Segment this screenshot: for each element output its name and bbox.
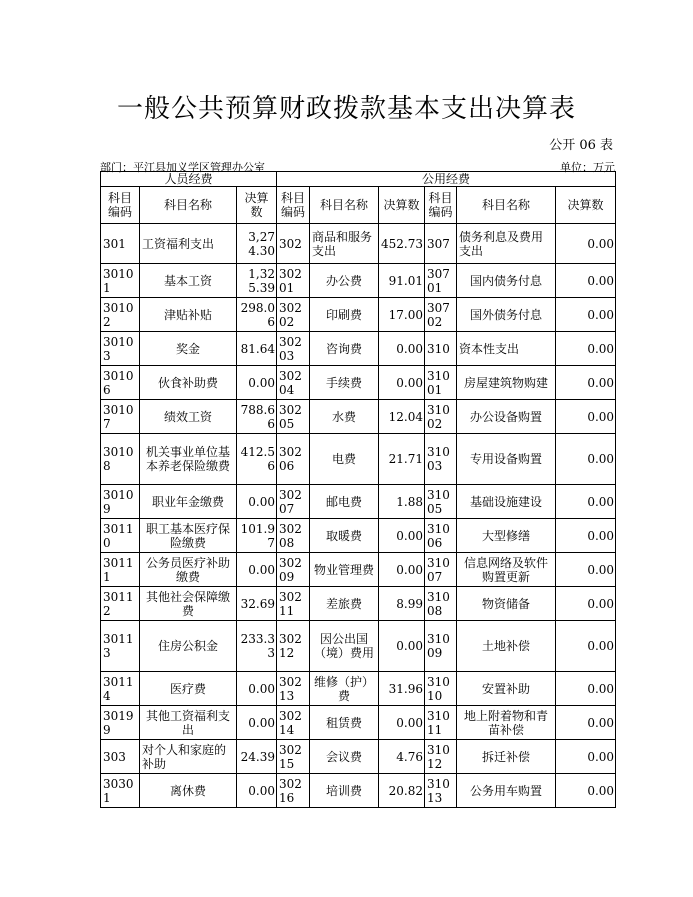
column-header-amount: 决算数 <box>379 187 425 224</box>
row-amount-goods: 4.76 <box>379 740 425 774</box>
row-name-capital: 专用设备购置 <box>457 434 556 485</box>
row-amount-personnel: 81.64 <box>237 332 277 366</box>
row-name-capital: 债务利息及费用支出 <box>457 224 556 264</box>
row-amount-capital: 0.00 <box>556 224 616 264</box>
row-amount-goods: 1.88 <box>379 485 425 519</box>
row-amount-personnel: 412.56 <box>237 434 277 485</box>
row-amount-personnel: 32.69 <box>237 587 277 621</box>
row-amount-capital: 0.00 <box>556 553 616 587</box>
row-code-personnel: 30107 <box>101 400 140 434</box>
row-name-goods: 培训费 <box>310 774 379 808</box>
row-code-goods: 30216 <box>277 774 310 808</box>
column-header-code: 科目编码 <box>277 187 310 224</box>
row-name-goods: 印刷费 <box>310 298 379 332</box>
row-code-personnel: 30102 <box>101 298 140 332</box>
row-code-capital: 31013 <box>425 774 457 808</box>
row-code-capital: 30702 <box>425 298 457 332</box>
row-code-personnel: 303 <box>101 740 140 774</box>
row-code-personnel: 30114 <box>101 672 140 706</box>
table-row <box>101 332 616 366</box>
row-code-capital: 307 <box>425 224 457 264</box>
column-header-amount: 决算数 <box>556 187 616 224</box>
column-header-name: 科目名称 <box>310 187 379 224</box>
table-row <box>101 400 616 434</box>
row-name-capital: 资本性支出 <box>457 332 556 366</box>
table-row <box>101 621 616 672</box>
row-name-personnel: 住房公积金 <box>140 621 237 672</box>
row-amount-personnel: 3,274.30 <box>237 224 277 264</box>
row-amount-personnel: 298.06 <box>237 298 277 332</box>
row-name-goods: 咨询费 <box>310 332 379 366</box>
row-code-personnel: 30113 <box>101 621 140 672</box>
row-amount-capital: 0.00 <box>556 400 616 434</box>
row-amount-personnel: 788.66 <box>237 400 277 434</box>
row-name-capital: 拆迁补偿 <box>457 740 556 774</box>
row-amount-goods: 0.00 <box>379 366 425 400</box>
row-amount-capital: 0.00 <box>556 519 616 553</box>
row-name-personnel: 职业年金缴费 <box>140 485 237 519</box>
row-amount-goods: 17.00 <box>379 298 425 332</box>
row-name-capital: 地上附着物和青苗补偿 <box>457 706 556 740</box>
table-row <box>101 774 616 808</box>
table-row <box>101 740 616 774</box>
row-name-personnel: 津贴补贴 <box>140 298 237 332</box>
table-row <box>101 672 616 706</box>
row-code-capital: 31002 <box>425 400 457 434</box>
row-amount-personnel: 0.00 <box>237 706 277 740</box>
row-amount-goods: 20.82 <box>379 774 425 808</box>
row-name-capital: 大型修缮 <box>457 519 556 553</box>
row-name-personnel: 公务员医疗补助缴费 <box>140 553 237 587</box>
row-amount-goods: 8.99 <box>379 587 425 621</box>
row-amount-personnel: 0.00 <box>237 553 277 587</box>
row-name-goods: 手续费 <box>310 366 379 400</box>
group-header-personnel: 人员经费 <box>101 172 277 187</box>
unit-label: 单位：万元 <box>560 161 615 174</box>
row-amount-goods: 0.00 <box>379 621 425 672</box>
table-row <box>101 224 616 264</box>
row-name-capital: 基础设施建设 <box>457 485 556 519</box>
table-row <box>101 434 616 485</box>
row-amount-capital: 0.00 <box>556 621 616 672</box>
row-amount-personnel: 0.00 <box>237 485 277 519</box>
row-name-personnel: 工资福利支出 <box>140 224 237 264</box>
row-code-capital: 31007 <box>425 553 457 587</box>
row-code-goods: 30209 <box>277 553 310 587</box>
row-amount-goods: 0.00 <box>379 706 425 740</box>
row-code-capital: 31006 <box>425 519 457 553</box>
row-code-personnel: 30108 <box>101 434 140 485</box>
row-name-personnel: 医疗费 <box>140 672 237 706</box>
row-code-capital: 31008 <box>425 587 457 621</box>
row-code-personnel: 30301 <box>101 774 140 808</box>
table-row <box>101 366 616 400</box>
expenditure-table <box>100 171 616 808</box>
table-row <box>101 519 616 553</box>
row-amount-capital: 0.00 <box>556 434 616 485</box>
row-amount-capital: 0.00 <box>556 587 616 621</box>
row-amount-personnel: 0.00 <box>237 672 277 706</box>
row-name-personnel: 离休费 <box>140 774 237 808</box>
row-amount-goods: 0.00 <box>379 553 425 587</box>
row-name-goods: 租赁费 <box>310 706 379 740</box>
row-amount-capital: 0.00 <box>556 485 616 519</box>
row-code-capital: 31012 <box>425 740 457 774</box>
row-code-capital: 31009 <box>425 621 457 672</box>
row-code-goods: 30204 <box>277 366 310 400</box>
row-amount-capital: 0.00 <box>556 740 616 774</box>
row-code-personnel: 30112 <box>101 587 140 621</box>
row-amount-goods: 91.01 <box>379 264 425 298</box>
row-code-personnel: 30111 <box>101 553 140 587</box>
row-name-personnel: 基本工资 <box>140 264 237 298</box>
row-code-personnel: 301 <box>101 224 140 264</box>
row-code-personnel: 30106 <box>101 366 140 400</box>
row-code-capital: 31005 <box>425 485 457 519</box>
row-code-goods: 30211 <box>277 587 310 621</box>
row-name-capital: 国外债务付息 <box>457 298 556 332</box>
row-amount-personnel: 0.00 <box>237 366 277 400</box>
column-header-code: 科目编码 <box>425 187 457 224</box>
row-name-goods: 因公出国（境）费用 <box>310 621 379 672</box>
row-code-goods: 30202 <box>277 298 310 332</box>
row-amount-capital: 0.00 <box>556 264 616 298</box>
row-name-personnel: 机关事业单位基本养老保险缴费 <box>140 434 237 485</box>
row-code-capital: 31010 <box>425 672 457 706</box>
row-amount-goods: 21.71 <box>379 434 425 485</box>
row-code-goods: 30206 <box>277 434 310 485</box>
row-amount-capital: 0.00 <box>556 332 616 366</box>
row-code-capital: 30701 <box>425 264 457 298</box>
row-name-capital: 国内债务付息 <box>457 264 556 298</box>
row-code-goods: 30205 <box>277 400 310 434</box>
row-name-personnel: 伙食补助费 <box>140 366 237 400</box>
table-row <box>101 706 616 740</box>
row-code-capital: 31001 <box>425 366 457 400</box>
row-code-goods: 30212 <box>277 621 310 672</box>
row-name-capital: 办公设备购置 <box>457 400 556 434</box>
row-name-capital: 物资储备 <box>457 587 556 621</box>
row-name-goods: 取暖费 <box>310 519 379 553</box>
row-amount-personnel: 0.00 <box>237 774 277 808</box>
column-header-amount: 决算数 <box>237 187 277 224</box>
row-code-goods: 30208 <box>277 519 310 553</box>
table-row <box>101 587 616 621</box>
row-amount-personnel: 101.97 <box>237 519 277 553</box>
row-code-goods: 30201 <box>277 264 310 298</box>
row-amount-goods: 452.73 <box>379 224 425 264</box>
row-name-goods: 邮电费 <box>310 485 379 519</box>
row-code-personnel: 30110 <box>101 519 140 553</box>
column-header-name: 科目名称 <box>140 187 237 224</box>
table-row <box>101 485 616 519</box>
row-name-personnel: 其他社会保障缴费 <box>140 587 237 621</box>
row-amount-goods: 31.96 <box>379 672 425 706</box>
row-code-personnel: 30101 <box>101 264 140 298</box>
row-name-goods: 物业管理费 <box>310 553 379 587</box>
row-code-goods: 30203 <box>277 332 310 366</box>
row-name-personnel: 绩效工资 <box>140 400 237 434</box>
column-header-code: 科目编码 <box>101 187 140 224</box>
column-header-name: 科目名称 <box>457 187 556 224</box>
row-name-personnel: 职工基本医疗保险缴费 <box>140 519 237 553</box>
row-amount-capital: 0.00 <box>556 706 616 740</box>
row-name-personnel: 对个人和家庭的补助 <box>140 740 237 774</box>
row-name-goods: 电费 <box>310 434 379 485</box>
row-code-capital: 31011 <box>425 706 457 740</box>
row-code-personnel: 30109 <box>101 485 140 519</box>
row-code-personnel: 30199 <box>101 706 140 740</box>
row-name-capital: 房屋建筑物购建 <box>457 366 556 400</box>
row-name-goods: 办公费 <box>310 264 379 298</box>
row-amount-capital: 0.00 <box>556 672 616 706</box>
row-name-capital: 土地补偿 <box>457 621 556 672</box>
row-amount-personnel: 24.39 <box>237 740 277 774</box>
row-name-capital: 公务用车购置 <box>457 774 556 808</box>
row-amount-capital: 0.00 <box>556 774 616 808</box>
row-name-capital: 信息网络及软件购置更新 <box>457 553 556 587</box>
row-name-personnel: 其他工资福利支出 <box>140 706 237 740</box>
row-name-goods: 商品和服务支出 <box>310 224 379 264</box>
row-name-goods: 差旅费 <box>310 587 379 621</box>
row-code-capital: 310 <box>425 332 457 366</box>
table-row <box>101 264 616 298</box>
row-code-personnel: 30103 <box>101 332 140 366</box>
row-code-goods: 30214 <box>277 706 310 740</box>
row-amount-goods: 0.00 <box>379 519 425 553</box>
row-amount-capital: 0.00 <box>556 366 616 400</box>
row-name-goods: 会议费 <box>310 740 379 774</box>
row-code-goods: 30215 <box>277 740 310 774</box>
row-code-goods: 30207 <box>277 485 310 519</box>
row-code-capital: 31003 <box>425 434 457 485</box>
row-name-personnel: 奖金 <box>140 332 237 366</box>
table-row <box>101 298 616 332</box>
row-amount-capital: 0.00 <box>556 298 616 332</box>
row-code-goods: 30213 <box>277 672 310 706</box>
row-amount-personnel: 233.33 <box>237 621 277 672</box>
table-number: 公开 06 表 <box>549 138 613 153</box>
row-name-goods: 水费 <box>310 400 379 434</box>
row-name-capital: 安置补助 <box>457 672 556 706</box>
department-label: 部门：平江县加义学区管理办公室 <box>100 161 265 174</box>
row-amount-goods: 0.00 <box>379 332 425 366</box>
row-code-goods: 302 <box>277 224 310 264</box>
row-amount-goods: 12.04 <box>379 400 425 434</box>
group-header-public: 公用经费 <box>277 172 616 187</box>
table-row <box>101 553 616 587</box>
page-title: 一般公共预算财政拨款基本支出决算表 <box>116 94 576 124</box>
row-amount-personnel: 1,325.39 <box>237 264 277 298</box>
row-name-goods: 维修（护）费 <box>310 672 379 706</box>
